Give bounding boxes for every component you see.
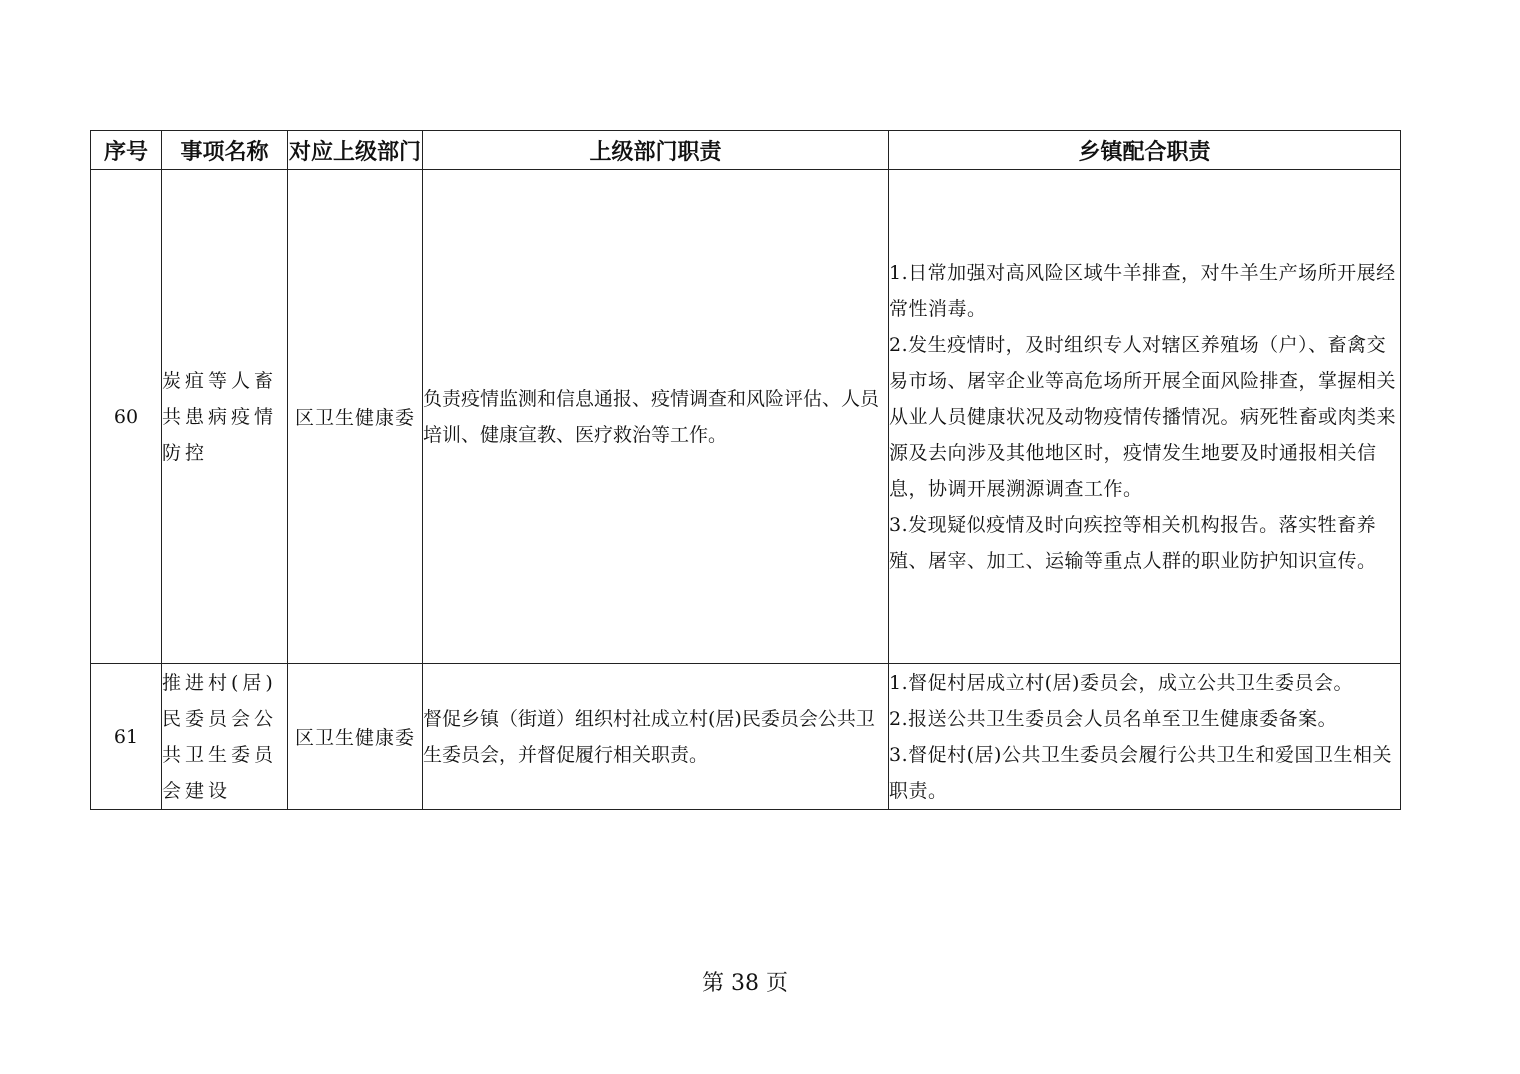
- header-no: 序号: [91, 131, 162, 170]
- upper-duty: 负责疫情监测和信息通报、疫情调查和风险评估、人员培训、健康宣教、医疗救治等工作。: [423, 170, 889, 664]
- upper-dept: 区卫生健康委: [288, 664, 423, 810]
- town-duty: [889, 170, 1401, 664]
- town-duty-item: 2.发生疫情时，及时组织专人对辖区养殖场（户）、畜禽交易市场、屠宰企业等高危场所开展全面风险排查，掌握相关从业人员健康状况及动物疫情传播情况。病死牲畜或肉类来源及去向涉及其他地区时，疫情发生地要及时通报相关信息，协调开展溯源调查工作。: [889, 333, 1397, 500]
- table-row: [91, 170, 1401, 664]
- header-item-name: 事项名称: [162, 131, 288, 170]
- town-duty: [889, 664, 1401, 810]
- header-upper-duty: 上级部门职责: [423, 131, 889, 170]
- table-row: [91, 664, 1401, 810]
- upper-dept: 区卫生健康委: [288, 170, 423, 664]
- town-duty-item: 2.报送公共卫生委员会人员名单至卫生健康委备案。: [889, 707, 1338, 730]
- item-name: 炭疽等人畜共患病疫情防控: [162, 170, 288, 664]
- duty-table: [90, 130, 1401, 810]
- row-number: 60: [91, 170, 162, 664]
- town-duty-item: 3.督促村(居)公共卫生委员会履行公共卫生和爱国卫生相关职责。: [889, 743, 1392, 802]
- town-duty-item: 1.督促村居成立村(居)委员会，成立公共卫生委员会。: [889, 671, 1353, 694]
- upper-duty: 督促乡镇（街道）组织村社成立村(居)民委员会公共卫生委员会，并督促履行相关职责。: [423, 664, 889, 810]
- table-header-row: [91, 131, 1401, 170]
- page-number: 第 38 页: [702, 971, 788, 996]
- town-duty-item: 3.发现疑似疫情及时向疾控等相关机构报告。落实牲畜养殖、屠宰、加工、运输等重点人群的职业防护知识宣传。: [889, 513, 1377, 572]
- town-duty-item: 1.日常加强对高风险区域牛羊排查，对牛羊生产场所开展经常性消毒。: [889, 261, 1396, 320]
- row-number: 61: [91, 664, 162, 810]
- item-name: 推进村(居)民委员会公共卫生委员会建设: [162, 664, 288, 810]
- header-town-duty: 乡镇配合职责: [889, 131, 1401, 170]
- header-upper-dept: 对应上级部门: [288, 131, 423, 170]
